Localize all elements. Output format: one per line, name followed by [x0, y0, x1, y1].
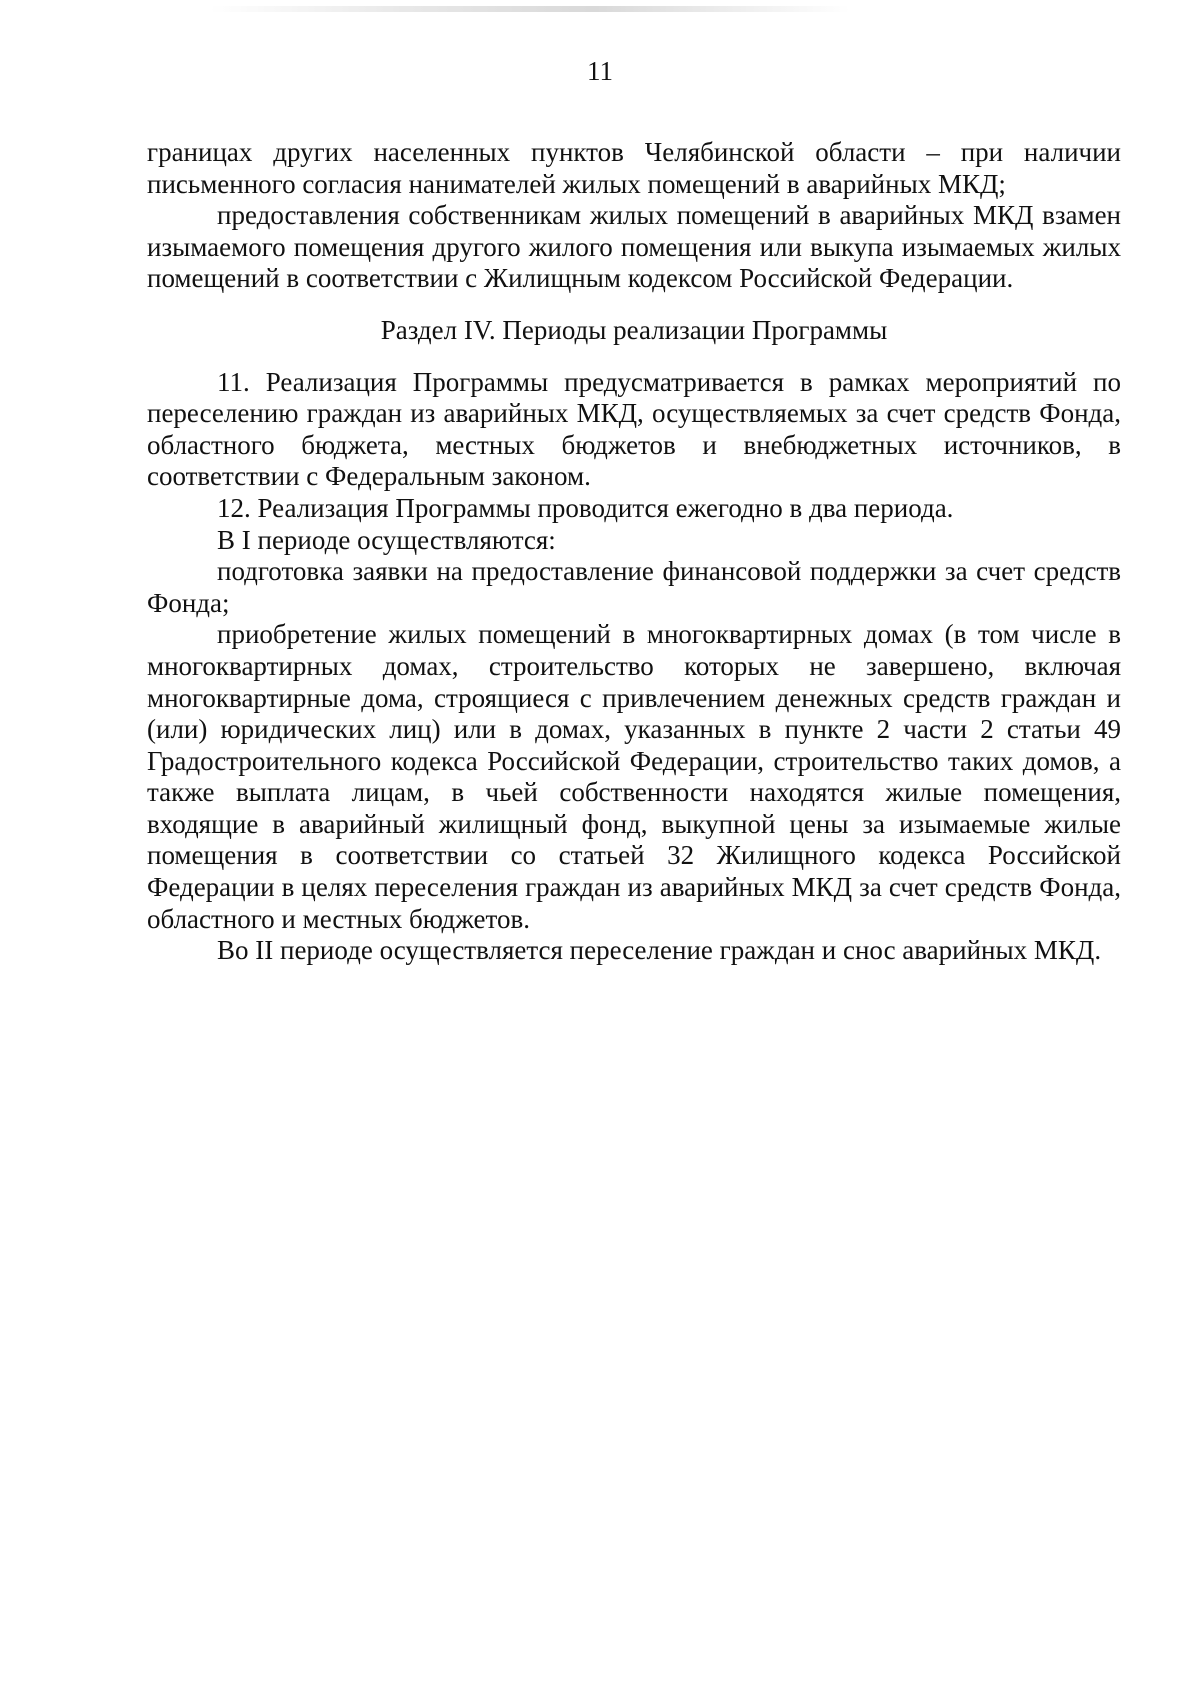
paragraph: Во II периоде осуществляется переселение граждан и снос аварийных МКД.: [217, 935, 1102, 966]
paragraph: приобретение жилых помещений в многоквартирных домах (в том числе в многоквартирных домах, строительство которых не завершено, включая многоквартирные дома, строящиеся с привлечением денежных средств граждан и (или) юридических лиц) или в домах, указанных в пункте 2 части 2 статьи 49 Градостроительного кодекса Российской Федерации, строительство таких домов, а также выплата лицам, в чьей собственности находятся жилые помещения, входящие в аварийный жилищный фонд, выкупной цены за изымаемые жилые помещения в соответствии со статьей 32 Жилищного кодекса Российской Федерации в целях переселения граждан из аварийных МКД за счет средств Фонда, областного и местных бюджетов.: [147, 619, 1121, 934]
section-heading: Раздел IV. Периоды реализации Программы: [380, 314, 888, 345]
scan-artifact: [210, 6, 850, 12]
paragraph-item-11: 11. Реализация Программы предусматривается в рамках мероприятий по переселению граждан из аварийных МКД, осуществляемых за счет средств Фонда, областного бюджета, местных бюджетов и внебюджетных источников, в соответствии с Федеральным законом.: [147, 366, 1121, 492]
paragraph-item-12: 12. Реализация Программы проводится ежегодно в два периода.: [217, 492, 954, 523]
paragraph: предоставления собственникам жилых помещений в аварийных МКД взамен изымаемого помещения другого жилого помещения или выкупа изымаемых жилых помещений в соответствии с Жилищным кодексом Российской Федерации.: [147, 200, 1121, 294]
paragraph-continuation: границах других населенных пунктов Челябинской области – при наличии письменного согласия нанимателей жилых помещений в аварийных МКД;: [147, 137, 1121, 199]
paragraph: В I периоде осуществляются:: [217, 524, 556, 555]
document-body: [147, 137, 1121, 967]
paragraph: подготовка заявки на предоставление финансовой поддержки за счет средств Фонда;: [147, 556, 1121, 618]
page-number: 11: [587, 56, 613, 86]
